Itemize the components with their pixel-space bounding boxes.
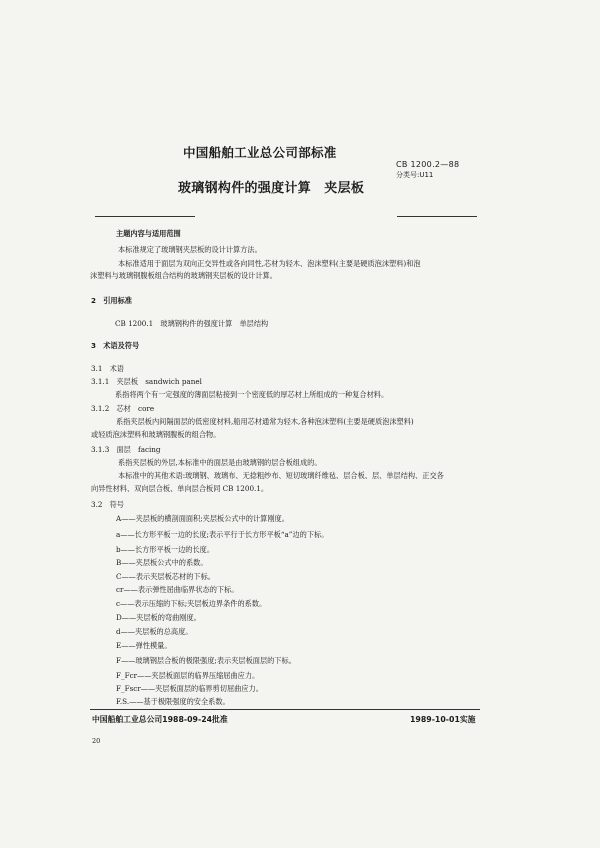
body-line: F.S.——基于极限强度的安全系数。 xyxy=(116,697,230,706)
body-line: c——表示压缩的下标;夹层板边界条件的系数。 xyxy=(116,599,267,608)
body-line: cr——表示弹性屈曲临界状态的下标。 xyxy=(116,585,239,594)
section-heading: 主题内容与适用范围 xyxy=(116,229,181,238)
body-line: 系指将两个有一定强度的薄面层粘接到一个密度低的厚芯材上所组成的一种复合材料。 xyxy=(115,390,389,399)
section-heading: 2 引用标准 xyxy=(91,296,132,305)
body-line: 沫塑料与玻璃钢腹板组合结构的玻璃钢夹层板的设计计算。 xyxy=(90,271,277,280)
title-rule-left xyxy=(95,216,195,217)
body-line: F_Fscr——夹层板面层的临界剪切屈曲应力。 xyxy=(116,684,263,693)
body-line: 系指夹层板内间隔面层的低密度材料,船用芯材通常为轻木,各种泡沫塑料(主要是硬质泡沫塑料) xyxy=(116,417,414,426)
body-line: 3.2 符号 xyxy=(91,500,124,509)
body-line: 系指夹层板的外层,本标准中的面层是由玻璃钢的层合板组成的。 xyxy=(118,458,322,467)
section-heading: 3 术语及符号 xyxy=(91,341,140,350)
standard-code: CB 1200.2—88 xyxy=(396,160,460,169)
body-line: 向异性材料、双向层合板、单向层合板同 CB 1200.1。 xyxy=(91,484,269,493)
body-line: F——玻璃钢层合板的极限强度;表示夹层板面层的下标。 xyxy=(116,656,296,665)
body-line: d——夹层板的总高度。 xyxy=(116,627,193,636)
effective-date: 1989-10-01实施 xyxy=(410,715,476,724)
body-line: E——弹性模量。 xyxy=(116,641,172,650)
body-line: b——长方形平板一边的长度。 xyxy=(116,545,215,554)
document-title: 玻璃钢构件的强度计算 夹层板 xyxy=(178,181,365,196)
body-line: 本标准中的其他术语:玻璃钢、玻璃布、无捻粗纱布、短切玻璃纤维毡、层合板、层、单层结构、正交各 xyxy=(118,471,444,480)
classification-number: 分类号:U11 xyxy=(396,171,434,179)
body-line: 3.1.1 夹层板 sandwich panel xyxy=(91,377,202,386)
body-line: A——夹层板的横剖面面积;夹层板公式中的计算刚度。 xyxy=(116,514,289,523)
body-line: C——表示夹层板芯材的下标。 xyxy=(116,572,215,581)
footer-rule xyxy=(90,709,480,710)
body-line: 本标准适用于面层为双向正交异性或各向同性,芯材为轻木、泡沫塑料(主要是硬质泡沫塑料)和泡 xyxy=(118,259,421,268)
title-rule-right xyxy=(397,216,477,217)
body-line: a——长方形平板一边的长度;表示平行于长方形平板“a”边的下标。 xyxy=(116,530,329,539)
issuing-organization: 中国船舶工业总公司部标准 xyxy=(183,145,337,160)
body-line: 或轻质泡沫塑料和玻璃钢腹板的组合物。 xyxy=(91,430,221,439)
body-line: 3.1.2 芯材 core xyxy=(91,404,155,413)
body-line: D——夹层板的弯曲刚度。 xyxy=(116,613,201,622)
body-line: B——夹层板公式中的系数。 xyxy=(116,558,208,567)
body-line: 3.1 术语 xyxy=(91,364,124,373)
page-number: 20 xyxy=(92,737,101,745)
body-line: 本标准规定了玻璃钢夹层板的设计计算方法。 xyxy=(118,245,262,254)
body-line: CB 1200.1 玻璃钢构件的强度计算 单层结构 xyxy=(115,319,269,328)
body-line: 3.1.3 面层 facing xyxy=(91,445,161,454)
body-line: F_Fcr——夹层板面层的临界压缩屈曲应力。 xyxy=(116,671,260,680)
approval-date: 中国船舶工业总公司1988-09-24批准 xyxy=(92,715,228,724)
